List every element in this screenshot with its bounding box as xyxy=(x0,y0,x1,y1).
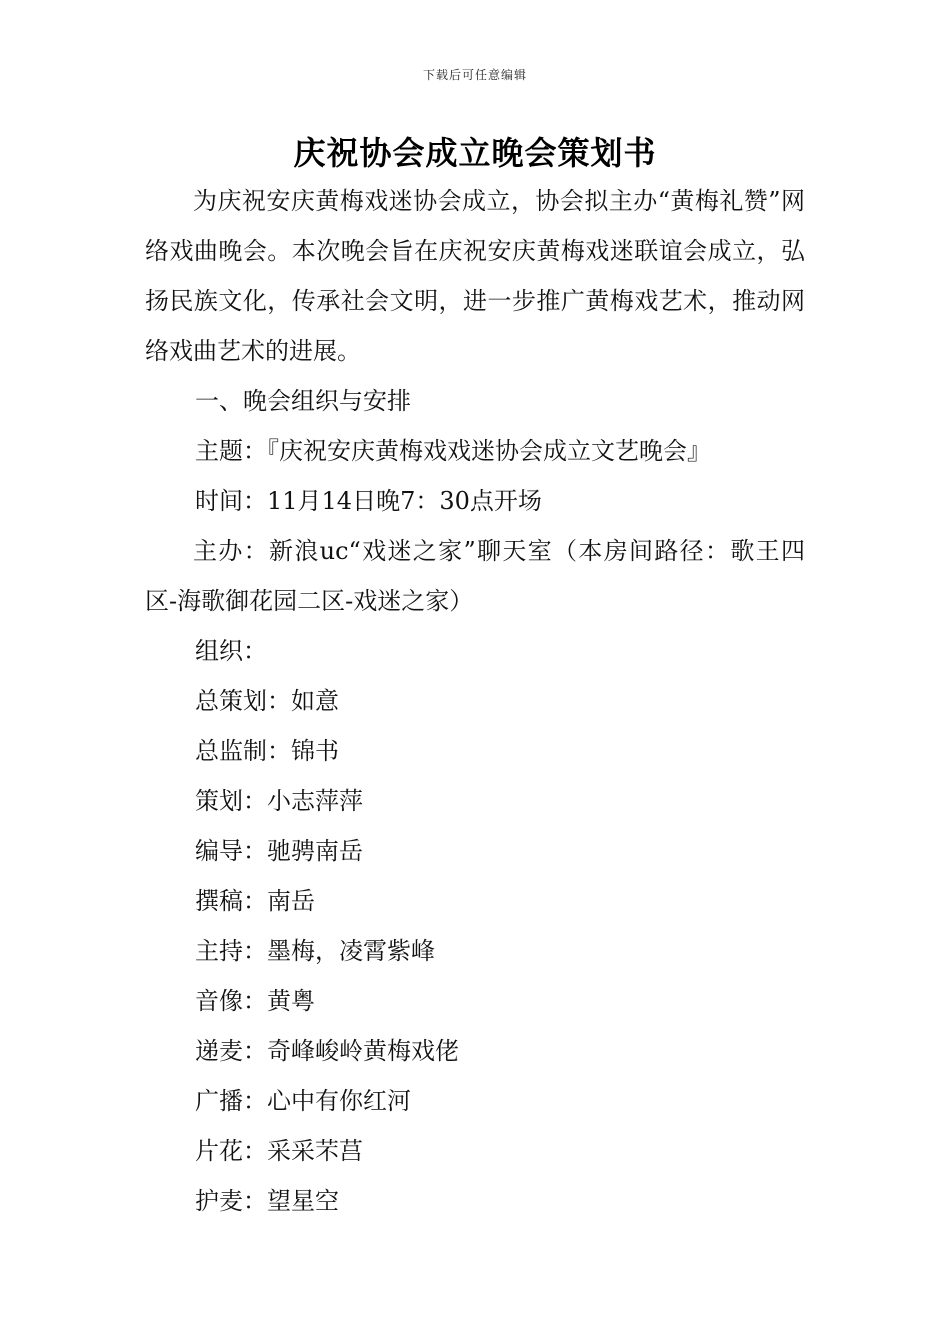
header-note: 下载后可任意编辑 xyxy=(422,68,527,82)
organization-label: 组织： xyxy=(195,637,267,665)
role-line: 递麦：奇峰峻岭黄梅戏佬 xyxy=(195,1037,459,1065)
theme-line: 主题：『庆祝安庆黄梅戏戏迷协会成立文艺晚会』 xyxy=(195,437,711,465)
role-line: 总监制：锦书 xyxy=(195,737,339,765)
document-body xyxy=(145,176,805,1226)
intro-paragraph: 为庆祝安庆黄梅戏迷协会成立，协会拟主办“黄梅礼赞”网络戏曲晚会。本次晚会旨在庆祝安庆黄梅戏迷联谊会成立，弘扬民族文化，传承社会文明，进一步推广黄梅戏艺术，推动网络戏曲艺术的进展。 xyxy=(145,187,805,365)
document-title: 庆祝协会成立晚会策划书 xyxy=(293,134,657,172)
time-line: 时间：11月14日晚7：30点开场 xyxy=(195,487,542,515)
role-line: 撰稿：南岳 xyxy=(195,887,315,915)
role-line: 编导：驰骋南岳 xyxy=(195,837,363,865)
role-line: 护麦：望星空 xyxy=(195,1187,339,1215)
role-line: 主持：墨梅，凌霄紫峰 xyxy=(195,937,435,965)
host-paragraph: 主办：新浪uc“戏迷之家”聊天室（本房间路径：歌王四区-海歌御花园二区-戏迷之家） xyxy=(145,537,805,615)
role-line: 策划：小志萍萍 xyxy=(195,787,363,815)
section-heading: 一、晚会组织与安排 xyxy=(195,387,411,415)
role-line: 广播：心中有你红河 xyxy=(195,1087,411,1115)
role-line: 片花：采采芣莒 xyxy=(195,1137,363,1165)
role-line: 音像：黄粤 xyxy=(195,987,315,1015)
role-line: 总策划：如意 xyxy=(195,687,339,715)
